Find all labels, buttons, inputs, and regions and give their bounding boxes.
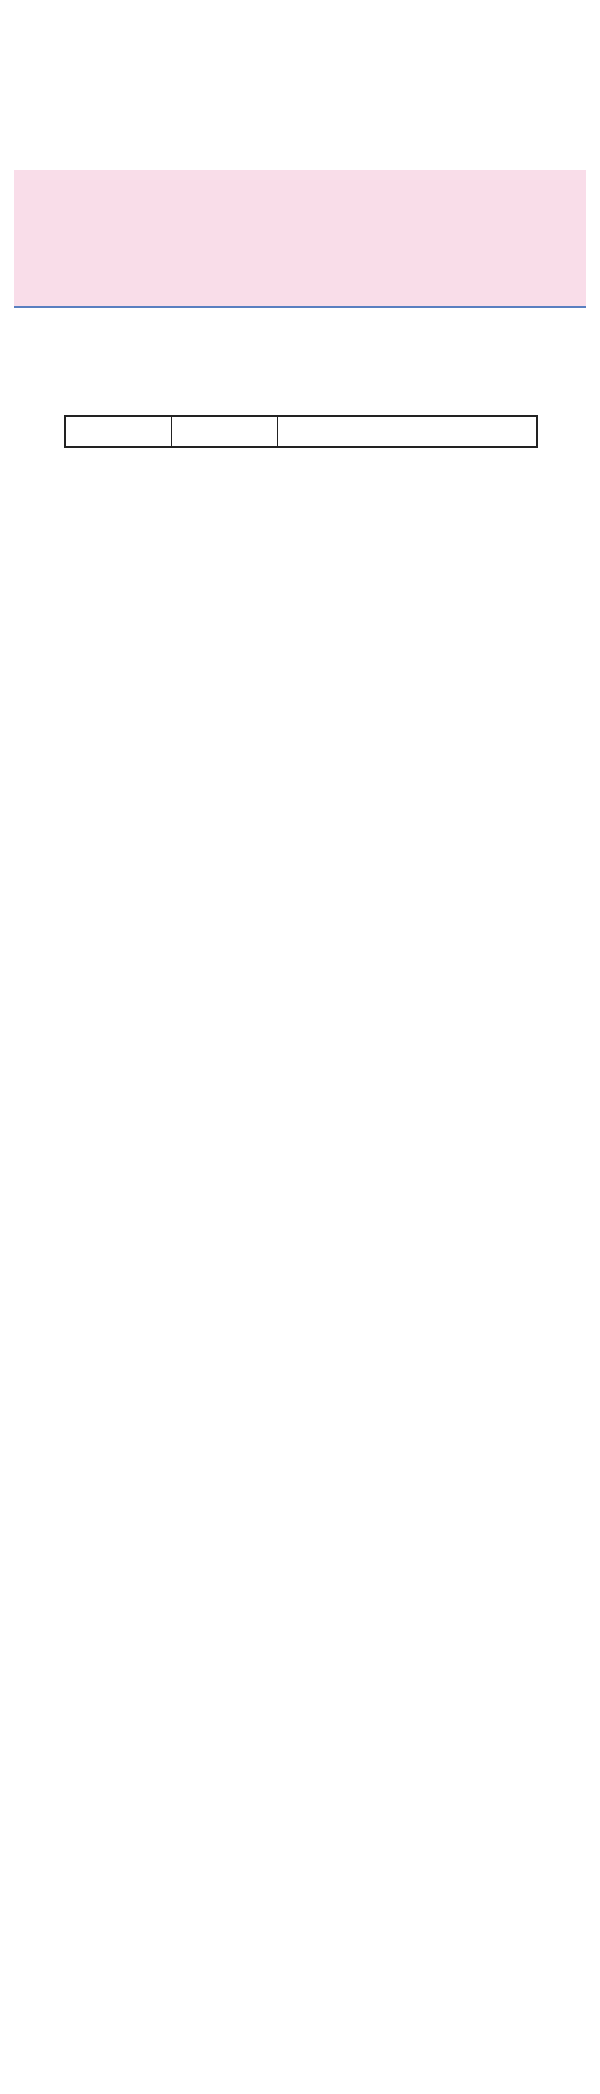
column-header-gender <box>171 416 277 447</box>
admission-notice <box>14 170 586 308</box>
column-header-name <box>65 416 171 447</box>
table-header-row <box>65 416 537 447</box>
dots-decoration <box>0 335 600 395</box>
bottom-bunting-decoration <box>0 1880 600 2094</box>
admission-table <box>64 415 538 448</box>
column-header-exam-number <box>277 416 537 447</box>
top-bunting-decoration <box>0 0 600 150</box>
